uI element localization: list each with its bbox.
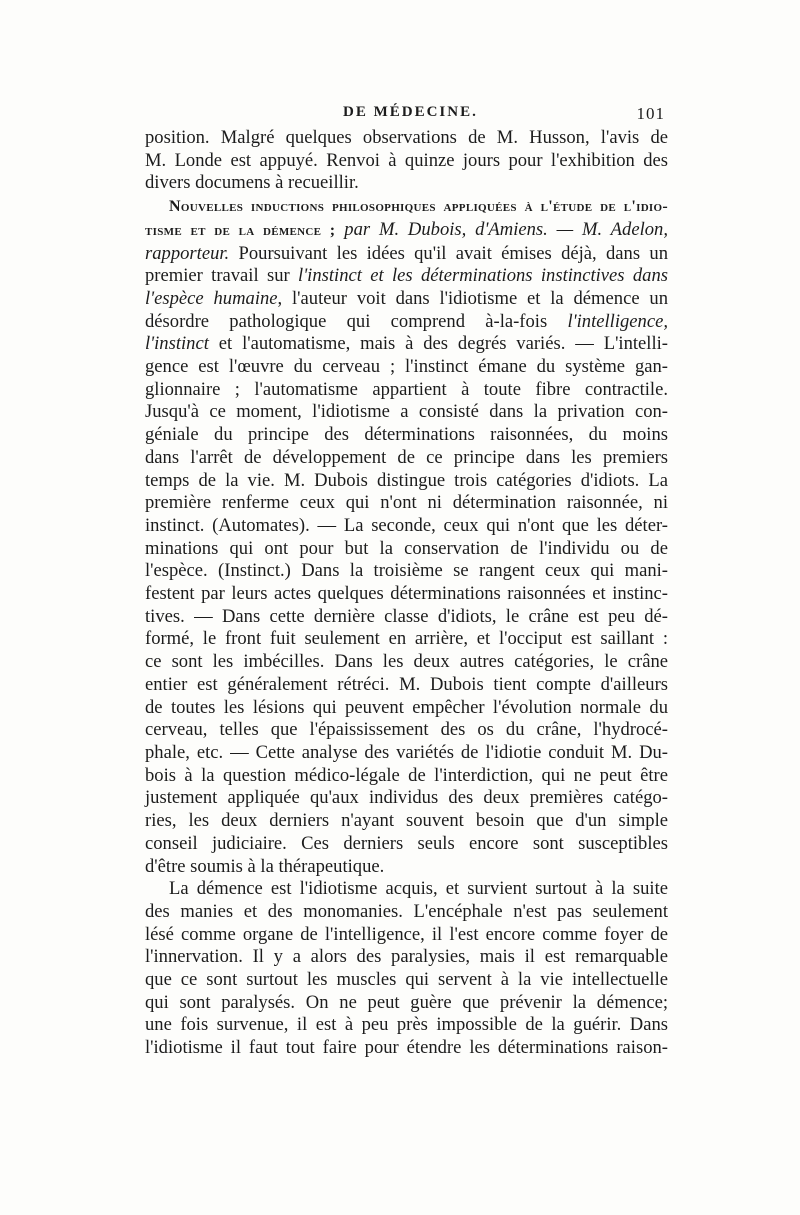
text-line: que ce sont surtout les muscles qui servent à la vie intellectuelle (145, 969, 668, 991)
text-line: festent par leurs actes quelques déterminations raisonnées et instinc- (145, 583, 668, 605)
text-line: ce sont les imbécilles. Dans les deux autres catégories, le crâne (145, 651, 668, 673)
text-line: géniale du principe des déterminations raisonnées, du moins (145, 424, 668, 446)
text-line: des manies et des monomanies. L'encéphale n'est pas seulement (145, 900, 668, 922)
text-line: tives. — Dans cette dernière classe d'idiots, le crâne est peu dé- (145, 605, 668, 627)
text-line: phale, etc. — Cette analyse des variétés de l'idiotie conduit M. Du- (145, 741, 668, 763)
author-credit: M. Dubois, d'Amiens. — M. Adelon, (378, 218, 668, 240)
text-span: par (335, 218, 379, 240)
text-line (145, 243, 668, 266)
body-text (145, 127, 668, 1060)
text-line (145, 265, 668, 288)
text-line: dans l'arrêt de développement de ce principe dans les premiers (145, 446, 668, 468)
rapporteur-label: rapporteur. (145, 242, 230, 264)
text-span: premier travail sur (145, 265, 299, 287)
italic-term: l'intelligence, (567, 310, 668, 332)
text-line: formé, le front fuit seulement en arrière, et l'occiput est saillant : (145, 628, 668, 650)
text-line (145, 333, 668, 356)
text-line: gence est l'œuvre du cerveau ; l'instinct émane du système gan- (145, 356, 668, 378)
heading-smallcaps: tisme et de la démence ; (145, 221, 336, 239)
text-line: de toutes les lésions qui peuvent empêcher l'évolution normale du (145, 696, 668, 718)
italic-term: l'instinct (145, 333, 209, 355)
text-line: qui sont paralysés. On ne peut guère que prévenir la démence; (145, 991, 668, 1013)
text-span: , l'auteur voit dans l'idiotisme et la démence un (277, 287, 668, 309)
text-line: justement appliquée qu'aux individus des deux premières catégo- (145, 787, 668, 809)
text-span: et l'automatisme, mais à des degrés variés. — L'intelli- (208, 333, 668, 355)
text-line: glionnaire ; l'automatisme appartient à toute fibre contractile. (145, 378, 668, 400)
page-header (145, 104, 665, 128)
text-line: conseil judiciaire. Ces derniers seuls encore sont susceptibles (145, 832, 668, 854)
text-line: M. Londe est appuyé. Renvoi à quinze jours pour l'exhibition des (145, 149, 668, 171)
text-line: première renferme ceux qui n'ont ni détermination raisonnée, ni (145, 492, 668, 514)
text-line: bois à la question médico-légale de l'interdiction, qui ne peut être (145, 764, 668, 786)
text-line (145, 219, 668, 243)
text-line: divers documens à recueillir. (145, 172, 359, 194)
text-line: Jusqu'à ce moment, l'idiotisme a consisté dans la privation con- (145, 401, 668, 423)
text-line: l'idiotisme il faut tout faire pour étendre les déterminations raison- (145, 1037, 668, 1059)
text-line: ries, les deux derniers n'ayant souvent besoin que d'un simple (145, 810, 668, 832)
text-line: une fois survenue, il est à peu près impossible de la guérir. Dans (145, 1014, 668, 1036)
text-line: position. Malgré quelques observations de M. Husson, l'avis de (145, 127, 668, 148)
work-title: l'instinct et les déterminations instinctives dans (298, 265, 668, 287)
paragraph-start: La démence est l'idiotisme acquis, et survient surtout à la suite (169, 878, 668, 900)
section-heading (145, 195, 668, 219)
text-line: entier est généralement rétréci. M. Dubois tient compte d'ailleurs (145, 673, 668, 695)
text-line: l'espèce. (Instinct.) Dans la troisième se rangent ceux qui mani- (145, 560, 668, 582)
text-line: instinct. (Automates). — La seconde, ceux qui n'ont que les déter- (145, 514, 668, 536)
text-line: l'innervation. Il y a alors des paralysies, mais il est remarquable (145, 946, 668, 968)
heading-smallcaps: Nouvelles inductions philosophiques appliquées à l'étude de l'idio- (169, 198, 668, 216)
text-line: temps de la vie. M. Dubois distingue trois catégories d'idiots. La (145, 469, 668, 491)
running-head: DE MÉDECINE. (343, 104, 478, 120)
text-line (145, 311, 668, 334)
text-line: lésé comme organe de l'intelligence, il l'est encore comme foyer de (145, 923, 668, 945)
text-line: d'être soumis à la thérapeutique. (145, 855, 385, 877)
text-line: minations qui ont pour but la conservation de l'individu ou de (145, 537, 668, 559)
text-line (145, 288, 668, 311)
page-number: 101 (636, 104, 665, 123)
text-span: Poursuivant les idées qu'il avait émises déjà, dans un (229, 242, 668, 264)
text-line: cerveau, telles que l'épaississement des os du crâne, l'hydrocé- (145, 719, 668, 741)
text-span: désordre pathologique qui comprend à-la-fois (145, 310, 568, 332)
work-title: l'espèce humaine (145, 287, 278, 309)
